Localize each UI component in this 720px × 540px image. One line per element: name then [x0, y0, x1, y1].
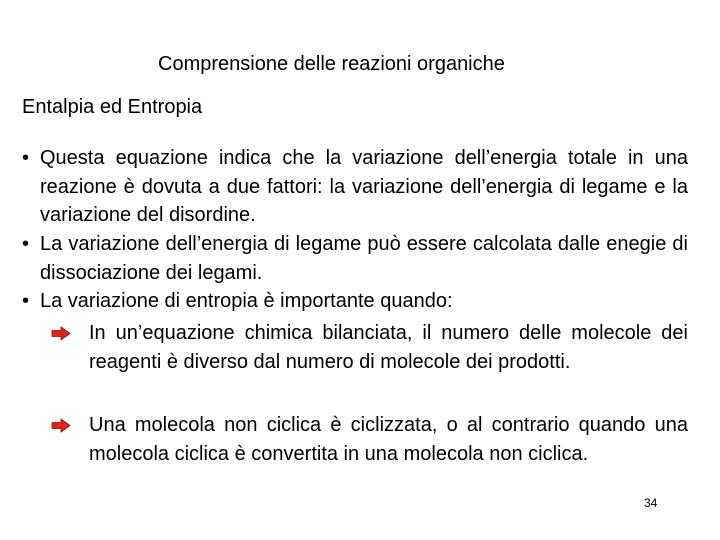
bullet-text: La variazione dell’energia di legame può essere calcolata dalle enegie di dissociazione dei legami.	[40, 233, 688, 284]
page-number: 34	[644, 496, 658, 510]
bullet-item-2	[22, 230, 688, 287]
bullet-text: La variazione di entropia è importante quando:	[40, 290, 453, 312]
sub-bullet-item-1	[89, 319, 688, 376]
sub-bullet-text: In un’equazione chimica bilanciata, il numero delle molecole dei reagenti è diverso dal numero di molecole dei prodotti.	[89, 322, 688, 373]
bullet-text: Questa equazione indica che la variazione dell’energia totale in una reazione è dovuta a due fattori: la variazione dell’energia di legame e la variazione del disordine.	[40, 147, 688, 226]
bullet-item-3	[22, 287, 688, 316]
bullet-marker: •	[22, 290, 30, 312]
section-heading: Entalpia ed Entropia	[22, 96, 203, 118]
bullet-marker: •	[22, 147, 30, 169]
sub-bullet-text: Una molecola non ciclica è ciclizzata, o al contrario quando una molecola ciclica è convertita in una molecola non ciclica.	[89, 414, 688, 465]
bullet-item-1	[22, 144, 688, 230]
bullet-marker: •	[22, 233, 30, 255]
arrow-right-icon	[51, 418, 71, 433]
sub-bullet-item-2	[89, 411, 688, 468]
arrow-right-icon	[51, 326, 71, 341]
slide-title: Comprensione delle reazioni organiche	[158, 53, 505, 75]
